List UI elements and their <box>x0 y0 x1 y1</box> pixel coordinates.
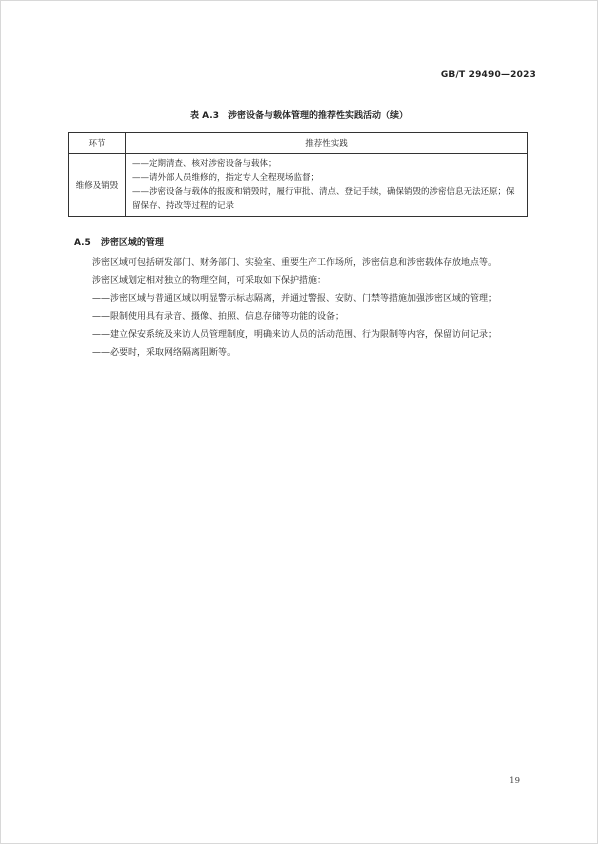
stage-cell: 维修及销毁 <box>69 154 126 217</box>
column-header-stage: 环节 <box>69 133 126 154</box>
section-title: 涉密区域的管理 <box>100 238 164 248</box>
list-item: ——限制使用具有录音、摄像、拍照、信息存储等功能的设备； <box>92 312 345 322</box>
table-header-row <box>69 133 528 154</box>
list-item: ——必要时，采取网络隔离阻断等。 <box>92 348 237 358</box>
practice-item: ——定期清查、核对涉密设备与载体； <box>132 159 277 169</box>
page-number: 19 <box>509 776 520 786</box>
column-header-practice: 推荐性实践 <box>126 133 528 154</box>
practice-item: ——请外部人员维修的，指定专人全程现场监督； <box>132 173 320 183</box>
standard-code: GB/T 29490—2023 <box>440 70 536 80</box>
practice-cell <box>126 154 528 217</box>
list-item: ——建立保安系统及来访人员管理制度，明确来访人员的活动范围、行为限制等内容，保留访问记录； <box>92 330 498 340</box>
table-row <box>69 154 528 217</box>
table-title: 表 A.3 涉密设备与载体管理的推荐性实践活动（续） <box>190 111 408 121</box>
practice-table <box>68 132 528 217</box>
section-heading <box>74 235 164 248</box>
section-body <box>74 254 532 362</box>
paragraph: 涉密区域划定相对独立的物理空间，可采取如下保护措施： <box>92 276 327 286</box>
paragraph: 涉密区域可包括研发部门、财务部门、实验室、重要生产工作场所，涉密信息和涉密载体存放地点等。 <box>92 258 498 268</box>
practice-item: ——涉密设备与载体的报废和销毁时，履行审批、清点、登记手续，确保销毁的涉密信息无法还原；保留保存、持改等过程的记录 <box>132 187 515 211</box>
list-item: ——涉密区域与普通区域以明显警示标志隔离，并通过警报、安防、门禁等措施加强涉密区域的管理； <box>92 294 498 304</box>
section-number: A.5 <box>74 238 91 248</box>
